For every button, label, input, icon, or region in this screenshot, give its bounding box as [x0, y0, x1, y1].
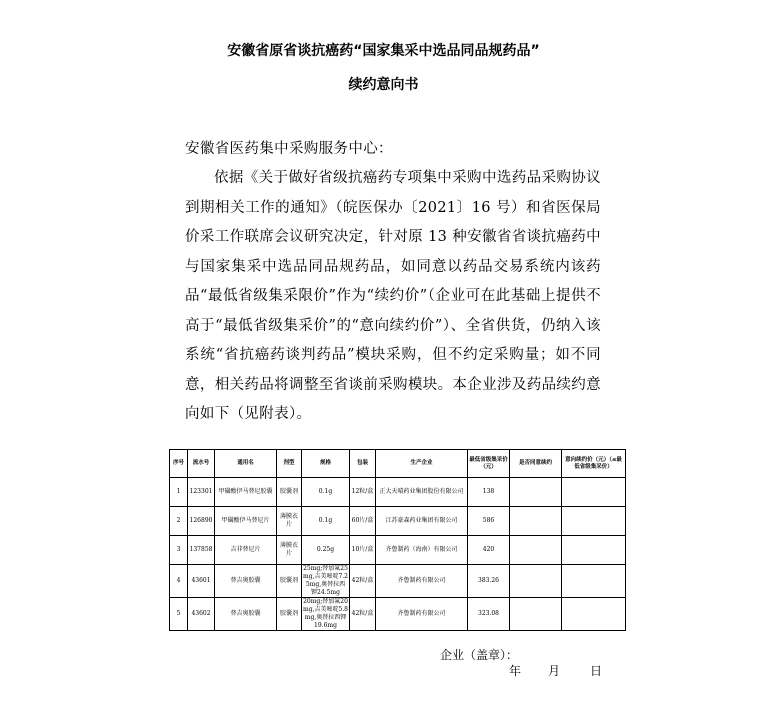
header-cell: 流水号: [188, 450, 215, 478]
document-subtitle: 续约意向书: [348, 77, 419, 93]
table-cell: [510, 478, 562, 507]
table-cell: 420: [468, 536, 510, 565]
table-cell: 586: [468, 507, 510, 536]
header-cell: 意向续约价（元）（≤最低省级集采价）: [562, 450, 626, 478]
table-cell: 替吉奥胶囊: [215, 598, 277, 631]
table-cell: [510, 565, 562, 598]
table-cell: [562, 565, 626, 598]
table-header-row: [170, 450, 626, 478]
table-cell: 3: [170, 536, 188, 565]
table-cell: 0.1g: [302, 507, 350, 536]
table-cell: 42粒/盒: [350, 598, 376, 631]
table-cell: 43601: [188, 565, 215, 598]
table-cell: 126890: [188, 507, 215, 536]
table-cell: 12粒/盒: [350, 478, 376, 507]
table-cell: 江苏豪森药业集团有限公司: [376, 507, 468, 536]
table-cell: 42粒/盒: [350, 565, 376, 598]
header-cell: 通用名: [215, 450, 277, 478]
table-cell: 10片/盒: [350, 536, 376, 565]
table-cell: 替吉奥胶囊: [215, 565, 277, 598]
table-cell: 齐鲁制药有限公司: [376, 565, 468, 598]
document-title: 安徽省原省谈抗癌药“国家集采中选品同品规药品”: [227, 43, 540, 59]
table-cell: 胶囊剂: [277, 598, 302, 631]
table-cell: 1: [170, 478, 188, 507]
table-cell: 323.08: [468, 598, 510, 631]
table-row: [170, 536, 626, 565]
table-cell: 甲磺酸伊马替尼胶囊: [215, 478, 277, 507]
header-cell: 生产企业: [376, 450, 468, 478]
table-cell: 20mg;替加氟20mg,吉美嘧啶5.8mg,奥替拉西钾19.6mg: [303, 598, 348, 629]
table-row: [170, 507, 626, 536]
header-cell: 剂型: [277, 450, 302, 478]
table-cell: 4: [170, 565, 188, 598]
table-cell: 383.26: [468, 565, 510, 598]
table-cell: 正大天晴药业集团股份有限公司: [376, 478, 468, 507]
table-row: [170, 565, 626, 598]
table-cell: 胶囊剂: [277, 478, 302, 507]
table-cell: [562, 598, 626, 631]
table-cell: 胶囊剂: [277, 565, 302, 598]
salutation: 安徽省医药集中采购服务中心：: [185, 141, 393, 157]
table-cell: 齐鲁制药有限公司: [376, 598, 468, 631]
table-cell: [562, 507, 626, 536]
header-cell: 包装: [350, 450, 376, 478]
table-cell: 薄膜衣片: [277, 536, 302, 565]
table-cell: 甲磺酸伊马替尼片: [215, 507, 277, 536]
seal-label: 企业（盖章）：: [440, 648, 519, 662]
table-cell: 齐鲁制药（海南）有限公司: [376, 536, 468, 565]
table-cell: 25mg;替加氟25mg,吉美嘧啶7.25mg,奥替拉西钾24.5mg: [303, 565, 348, 596]
table-cell: 吉非替尼片: [215, 536, 277, 565]
date-year-label: 年: [509, 664, 522, 678]
date-month-label: 月: [548, 664, 561, 678]
table-cell: 0.1g: [302, 478, 350, 507]
table-cell: [562, 478, 626, 507]
date-day-label: 日: [590, 664, 603, 678]
body-paragraph: 依据《关于做好省级抗癌药专项集中采购中选药品采购协议到期相关工作的通知》（皖医保办〔2021〕16 号）和省医保局价采工作联席会议研究决定，针对原 13 种安徽省省谈抗癌药中与国家集采中选品同品规药品，如同意以药品交易系统内该药品“最低省级集采限价”作为“续约价”（企业可在此基础上提供不高于“最低省级集采价”的“意向续约价”）、全省供货，仍纳入该系统“省抗癌药谈判药品”模块采购，但不约定采购量；如不同意，相关药品将调整至省谈前采购模块。本企业涉及药品续约意向如下（见附表）。: [185, 170, 601, 422]
table-cell: 2: [170, 507, 188, 536]
table-cell: 薄膜衣片: [277, 507, 302, 536]
header-cell: 序号: [170, 450, 188, 478]
table-cell: [510, 507, 562, 536]
table-cell: 43602: [188, 598, 215, 631]
table-cell: 137858: [188, 536, 215, 565]
header-cell: 规格: [302, 450, 350, 478]
table-cell: 0.25g: [302, 536, 350, 565]
table-cell: 138: [468, 478, 510, 507]
table-cell: 60片/盒: [350, 507, 376, 536]
table-cell: [510, 598, 562, 631]
table-row: [170, 478, 626, 507]
drug-table: [169, 449, 626, 631]
header-cell: 最低省级集采价（元）: [468, 450, 510, 478]
header-cell: 是否同意续约: [510, 450, 562, 478]
table-cell: 5: [170, 598, 188, 631]
table-row: [170, 598, 626, 631]
table-cell: [562, 536, 626, 565]
table-cell: 123301: [188, 478, 215, 507]
table-cell: [510, 536, 562, 565]
